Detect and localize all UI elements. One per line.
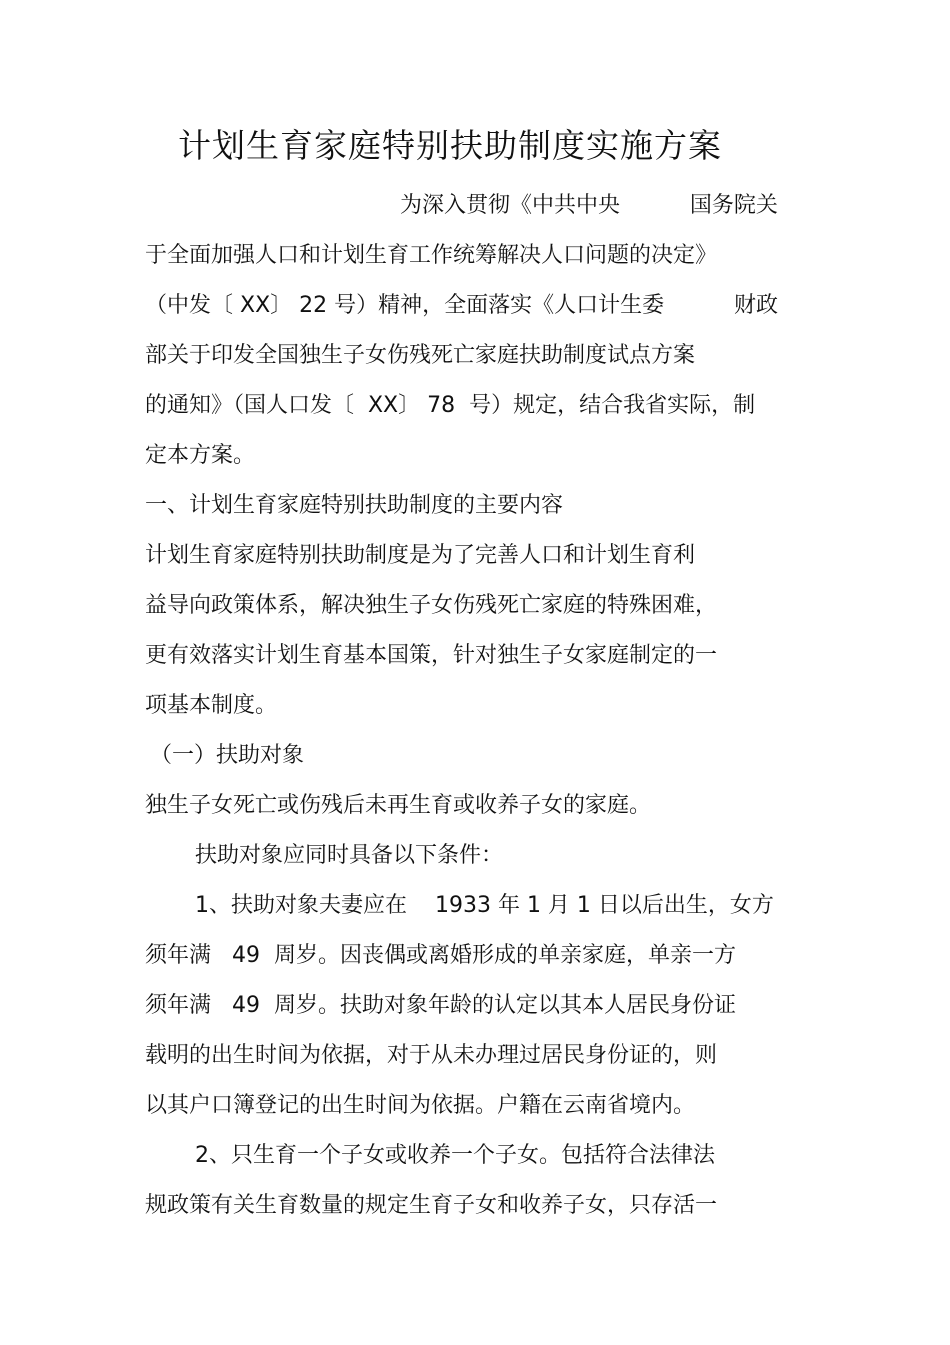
paragraph-line: 以其户口簿登记的出生时间为依据。户籍在云南省境内。 bbox=[145, 1093, 696, 1118]
paragraph-line: 规政策有关生育数量的规定生育子女和收养子女，只存活一 bbox=[145, 1193, 718, 1218]
paragraph-line: 益导向政策体系，解决独生子女伤残死亡家庭的特殊困难， bbox=[145, 593, 718, 618]
paragraph-line: 于全面加强人口和计划生育工作统筹解决人口问题的决定》 bbox=[145, 243, 718, 268]
subsection-heading: （一）扶助对象 bbox=[150, 743, 305, 768]
paragraph-line: 须年满 49 周岁。因丧偶或离婚形成的单亲家庭，单亲一方 bbox=[145, 943, 736, 968]
paragraph-line: 的通知》（国人口发〔 XX〕 78 号）规定，结合我省实际，制 bbox=[145, 393, 756, 418]
paragraph-line: （中发〔 XX〕 22 号）精神，全面落实《人口计生委 财政 bbox=[145, 293, 779, 318]
paragraph-line: 更有效落实计划生育基本国策，针对独生子女家庭制定的一 bbox=[145, 643, 718, 668]
paragraph-line: 载明的出生时间为依据，对于从未办理过居民身份证的，则 bbox=[145, 1043, 718, 1068]
paragraph-line: 为深入贯彻《中共中央 国务院关 bbox=[400, 193, 778, 218]
paragraph-line: 项基本制度。 bbox=[145, 693, 278, 718]
paragraph-line: 部关于印发全国独生子女伤残死亡家庭扶助制度试点方案 bbox=[145, 343, 696, 368]
paragraph-line: 定本方案。 bbox=[145, 443, 256, 468]
paragraph-line: 扶助对象应同时具备以下条件： bbox=[195, 843, 504, 868]
document-title: 计划生育家庭特别扶助制度实施方案 bbox=[178, 126, 722, 165]
paragraph-line: 须年满 49 周岁。扶助对象年龄的认定以其本人居民身份证 bbox=[145, 993, 736, 1018]
paragraph-line: 计划生育家庭特别扶助制度是为了完善人口和计划生育利 bbox=[145, 543, 696, 568]
list-item-line: 2、只生育一个子女或收养一个子女。包括符合法律法 bbox=[195, 1143, 715, 1168]
paragraph-line: 独生子女死亡或伤残后未再生育或收养子女的家庭。 bbox=[145, 793, 652, 818]
section-heading: 一、计划生育家庭特别扶助制度的主要内容 bbox=[145, 493, 564, 518]
list-item-line: 1、扶助对象夫妻应在 1933 年 1 月 1 日以后出生，女方 bbox=[195, 893, 774, 918]
